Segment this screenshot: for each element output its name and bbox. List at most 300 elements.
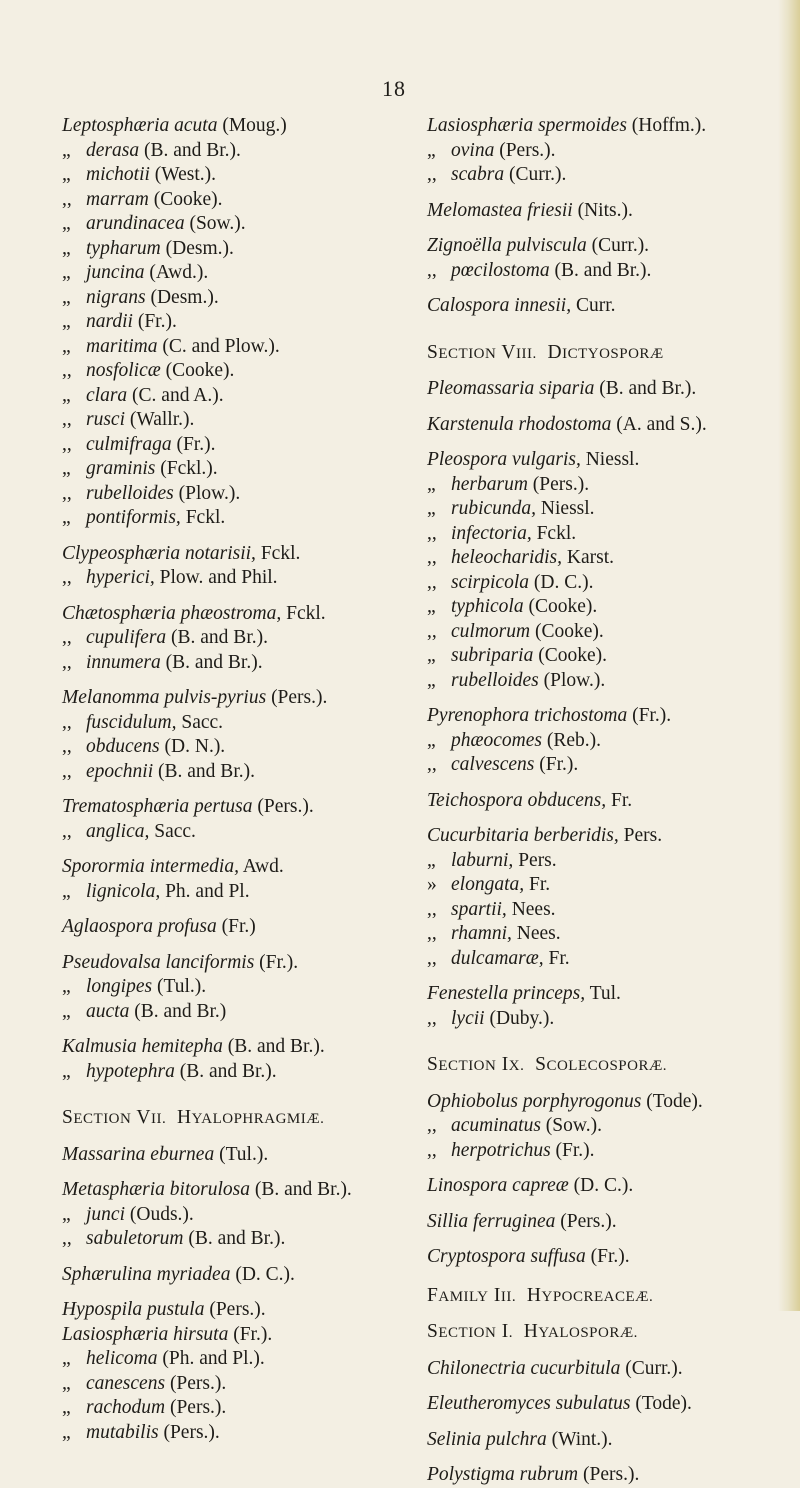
taxon-authority: (B. and Br.). [139, 139, 241, 161]
taxon-authority: (Fr.) [216, 916, 256, 937]
species-entry-sub [62, 1203, 407, 1228]
taxon-authority: Fr. [606, 789, 633, 811]
ditto-mark: ,, [427, 923, 437, 944]
taxon-name: Selinia pulchra [427, 1428, 547, 1450]
ditto-mark: » [427, 874, 437, 895]
family-heading [427, 1284, 787, 1310]
taxon-name: Eleutheromyces subulatus [427, 1393, 631, 1414]
ditto-mark: „ [62, 311, 71, 332]
taxon-name: Karstenula rhodostoma [427, 413, 612, 435]
species-entry-sub [427, 729, 787, 754]
genus-entry [427, 1428, 787, 1453]
species-entry-sub [62, 820, 407, 845]
taxon-name: dulcamaræ, [451, 947, 544, 969]
heading-label: SECTION IX. [427, 1054, 525, 1075]
species-entry-sub [62, 711, 407, 736]
taxon-name: rhamni, [451, 923, 512, 944]
ditto-mark: „ [62, 262, 71, 283]
genus-entry [427, 294, 787, 319]
species-entry-sub [62, 735, 407, 760]
taxon-name: culmorum [451, 620, 531, 642]
ditto-mark: ,, [427, 898, 437, 920]
species-entry-sub [62, 1227, 407, 1252]
taxon-name: arundinacea [86, 213, 185, 234]
ditto-mark: „ [62, 335, 71, 357]
taxon-authority: Fr. [524, 874, 551, 895]
taxon-name: Sphærulina myriadea [62, 1263, 231, 1285]
genus-entry [62, 1263, 407, 1288]
taxon-authority: (Pers.). [204, 1299, 266, 1320]
taxon-name: Pleospora vulgaris, [427, 449, 581, 470]
taxon-authority: Ph. and Pl. [160, 880, 250, 902]
section-heading [427, 1053, 787, 1079]
taxon-name: mutabilis [86, 1421, 159, 1443]
species-entry-sub [427, 669, 787, 694]
species-entry-sub [62, 139, 407, 164]
species-entry-sub [427, 849, 787, 874]
taxon-name: rachodum [86, 1397, 166, 1418]
taxon-name: hyperici, [86, 567, 155, 588]
left-column [62, 114, 407, 1445]
species-entry-sub [427, 1114, 787, 1139]
taxon-name: Pyrenophora trichostoma [427, 705, 628, 726]
taxon-authority: (Tul.). [152, 976, 207, 997]
taxon-authority: (Ouds.). [125, 1203, 194, 1225]
taxon-authority: (Ph. and Pl.). [157, 1348, 265, 1369]
ditto-mark: „ [62, 1203, 71, 1225]
ditto-mark: ,, [427, 947, 437, 969]
genus-entry [427, 789, 787, 814]
taxon-authority: (Cooke). [533, 645, 608, 666]
taxon-name: infectoria, [451, 522, 532, 544]
taxon-authority: (Duby.). [484, 1007, 555, 1029]
taxon-authority: (C. and Plow.). [157, 335, 280, 357]
taxon-authority: (B. and Br.). [549, 259, 652, 281]
ditto-mark: ,, [62, 409, 72, 430]
taxon-authority: (Cooke). [160, 360, 235, 381]
heading-title: SCOLECOSPORÆ. [535, 1054, 668, 1075]
heading-title: DICTYOSPORÆ [547, 341, 664, 363]
taxon-name: Fenestella princeps, [427, 983, 586, 1004]
heading-title: HYALOPHRAGMIÆ. [176, 1107, 325, 1128]
taxon-authority: (Pers.). [165, 1397, 227, 1418]
taxon-name: anglica, [86, 820, 150, 842]
species-entry-sub [62, 188, 407, 213]
taxon-name: Kalmusia hemitepha [62, 1036, 223, 1057]
ditto-mark: „ [427, 473, 436, 495]
taxon-authority: (Fr.). [228, 1323, 273, 1345]
section-heading [427, 1320, 787, 1346]
genus-entry [427, 1357, 787, 1382]
taxon-authority: (Pers.). [158, 1421, 220, 1443]
genus-entry [427, 1210, 787, 1235]
taxon-name: Calospora innesii, [427, 295, 572, 316]
taxon-name: rubelloides [86, 482, 174, 504]
taxon-name: rubicunda, [451, 498, 537, 519]
ditto-mark: „ [62, 976, 71, 997]
species-entry-sub [62, 457, 407, 482]
taxon-authority: Niessl. [580, 449, 640, 470]
genus-entry [62, 855, 407, 880]
taxon-name: innumera [86, 651, 161, 673]
genus-entry [62, 1143, 407, 1168]
taxon-name: graminis [86, 458, 156, 479]
taxon-name: clara [86, 384, 128, 406]
genus-entry [62, 686, 407, 711]
ditto-mark: ,, [62, 360, 72, 381]
genus-entry [427, 1174, 787, 1199]
taxon-authority: Fckl. [281, 602, 326, 624]
ditto-mark: ,, [62, 482, 72, 504]
ditto-mark: „ [427, 498, 436, 519]
taxon-authority: (C. and A.). [127, 384, 224, 406]
taxon-name: cupulifera [86, 627, 167, 648]
ditto-mark: ,, [427, 1007, 437, 1029]
taxon-authority: Niessl. [536, 498, 595, 519]
ditto-mark: ,, [62, 567, 72, 588]
taxon-name: obducens [86, 736, 160, 757]
taxon-authority: Tul. [585, 983, 621, 1004]
taxon-name: marram [86, 188, 149, 210]
taxon-name: culmifraga [86, 433, 172, 455]
taxon-name: nigrans [86, 286, 146, 308]
genus-entry [427, 982, 787, 1007]
taxon-name: longipes [86, 976, 153, 997]
taxon-authority: Fckl. [531, 522, 577, 544]
taxon-authority: (Fr.). [585, 1246, 630, 1267]
ditto-mark: „ [62, 237, 71, 259]
taxon-authority: (Plow.). [173, 482, 241, 504]
ditto-mark: „ [427, 669, 436, 691]
right-column [427, 114, 787, 1488]
taxon-name: Sillia ferruginea [427, 1210, 556, 1232]
taxon-authority: (B. and Br.). [183, 1228, 286, 1249]
ditto-mark: ,, [427, 164, 437, 185]
taxon-authority: Pers. [513, 849, 557, 871]
taxon-name: scabra [451, 164, 505, 185]
ditto-mark: ,, [62, 711, 72, 733]
taxon-name: Lasiosphæria hirsuta [62, 1323, 229, 1345]
taxon-authority: (Sow.). [184, 213, 246, 234]
genus-entry [427, 199, 787, 224]
taxon-name: rusci [86, 409, 125, 430]
ditto-mark: ,, [427, 571, 437, 593]
taxon-authority: Sacc. [149, 820, 196, 842]
taxon-name: Teichospora obducens, [427, 789, 607, 811]
species-entry-sub [62, 880, 407, 905]
taxon-authority: (D. N.). [159, 736, 226, 757]
species-entry-sub [62, 384, 407, 409]
taxon-authority: (D. C.). [230, 1263, 295, 1285]
taxon-name: michotii [86, 164, 150, 185]
taxon-authority: Nees. [506, 898, 556, 920]
taxon-authority: Curr. [571, 295, 616, 316]
genus-entry [427, 704, 787, 729]
species-entry-sub [427, 753, 787, 778]
taxon-name: Aglaospora profusa [62, 916, 217, 937]
taxon-name: herbarum [451, 473, 528, 495]
taxon-name: helicoma [86, 1348, 158, 1369]
taxon-authority: (A. and S.). [611, 413, 707, 435]
species-entry-sub [62, 408, 407, 433]
ditto-mark: „ [62, 458, 71, 479]
ditto-mark: ,, [62, 760, 72, 782]
taxon-name: canescens [86, 1372, 166, 1394]
genus-entry [62, 602, 407, 627]
ditto-mark: „ [62, 139, 71, 161]
ditto-mark: ,, [62, 1228, 72, 1249]
species-entry-sub [62, 626, 407, 651]
taxon-authority: (Nits.). [572, 199, 633, 221]
taxon-authority: (B. and Br.). [174, 1060, 277, 1082]
taxon-authority: (Pers.). [252, 796, 314, 817]
taxon-authority: Awd. [238, 856, 284, 877]
page-number: 18 [382, 76, 406, 101]
taxon-name: Massarina eburnea [62, 1143, 215, 1165]
species-entry-sub [427, 898, 787, 923]
species-entry-sub [62, 1000, 407, 1025]
species-entry-sub [427, 873, 787, 898]
ditto-mark: ,, [62, 820, 72, 842]
ditto-mark: „ [427, 849, 436, 871]
species-entry-sub [427, 546, 787, 571]
taxon-authority: Sacc. [176, 711, 224, 733]
taxon-authority: (Awd.). [144, 262, 209, 283]
taxon-authority: (B. and Br.). [153, 760, 255, 782]
taxon-authority: (Plow.). [538, 669, 606, 691]
taxon-name: lignicola, [86, 880, 161, 902]
genus-entry [62, 951, 407, 976]
species-entry-sub [427, 259, 787, 284]
taxon-name: ovina [451, 139, 495, 161]
genus-entry [62, 1323, 407, 1348]
genus-entry [427, 1392, 787, 1417]
taxon-authority: (B. and Br.) [129, 1000, 227, 1022]
section-heading [62, 1106, 407, 1132]
heading-label: FAMILY III. [427, 1284, 517, 1306]
taxon-name: pontiformis, [86, 507, 181, 528]
taxon-name: laburni, [451, 849, 514, 871]
taxon-authority: Karst. [562, 547, 615, 568]
ditto-mark: „ [427, 729, 436, 751]
taxon-authority: (Moug.) [217, 115, 287, 136]
taxon-authority: (Tode). [641, 1090, 703, 1112]
taxon-authority: (Pers.). [165, 1372, 227, 1394]
genus-entry [62, 795, 407, 820]
genus-entry [427, 824, 787, 849]
species-entry-sub [427, 620, 787, 645]
heading-label: SECTION I. [427, 1321, 513, 1342]
taxon-name: Cryptospora suffusa [427, 1246, 586, 1267]
taxon-name: Chætosphæria phæostroma, [62, 602, 282, 624]
taxon-name: subriparia [451, 645, 534, 666]
ditto-mark: ,, [427, 259, 437, 281]
taxon-name: phæocomes [451, 729, 542, 751]
species-entry-sub [427, 644, 787, 669]
taxon-authority: (Reb.). [542, 729, 602, 751]
taxon-authority: (Fckl.). [155, 458, 218, 479]
taxon-authority: (Fr.). [534, 754, 579, 775]
taxon-name: Metasphæria bitorulosa [62, 1179, 250, 1200]
heading-label: SECTION VIII. [427, 341, 537, 363]
taxon-name: aucta [86, 1000, 130, 1022]
ditto-mark: ,, [427, 1139, 437, 1161]
ditto-mark: „ [62, 1000, 71, 1022]
taxon-name: Chilonectria cucurbitula [427, 1357, 621, 1379]
taxon-name: nosfolicæ [86, 360, 161, 381]
taxon-name: Sporormia intermedia, [62, 856, 239, 877]
ditto-mark: ,, [427, 1115, 437, 1136]
ditto-mark: ,, [62, 188, 72, 210]
ditto-mark: „ [62, 1060, 71, 1082]
species-entry-sub [427, 139, 787, 164]
taxon-authority: (B. and Br.). [166, 627, 268, 648]
ditto-mark: „ [427, 596, 436, 617]
heading-title: HYPOCREACEÆ. [526, 1284, 654, 1306]
taxon-name: elongata, [451, 874, 525, 895]
taxon-name: scirpicola [451, 571, 529, 593]
taxon-name: spartii, [451, 898, 507, 920]
taxon-authority: (Cooke). [523, 596, 598, 617]
taxon-authority: (Tul.). [214, 1143, 269, 1165]
taxon-authority: (Pers.). [555, 1210, 617, 1232]
ditto-mark: „ [62, 164, 71, 185]
ditto-mark: ,, [62, 651, 72, 673]
species-entry-sub [62, 310, 407, 335]
species-entry-sub [62, 261, 407, 286]
taxon-name: nardii [86, 311, 133, 332]
genus-entry [427, 413, 787, 438]
species-entry-sub [427, 473, 787, 498]
ditto-mark: ,, [427, 620, 437, 642]
taxon-authority: (Curr.). [586, 235, 650, 256]
taxon-name: Clypeosphæria notarisii, [62, 542, 256, 564]
ditto-mark: ,, [62, 433, 72, 455]
taxon-name: hypotephra [86, 1060, 175, 1082]
taxon-authority: (Pers.). [527, 473, 590, 495]
ditto-mark: „ [62, 213, 71, 234]
taxon-authority: (B. and Br.). [249, 1179, 352, 1200]
ditto-mark: „ [62, 880, 71, 902]
ditto-mark: „ [62, 384, 71, 406]
species-entry-sub [427, 571, 787, 596]
ditto-mark: ,, [427, 522, 437, 544]
genus-entry [427, 377, 787, 402]
taxon-authority: (Wallr.). [125, 409, 195, 430]
genus-entry [427, 114, 787, 139]
taxon-name: fuscidulum, [86, 711, 177, 733]
taxon-authority: Plow. and Phil. [154, 567, 278, 588]
taxon-name: derasa [86, 139, 140, 161]
taxon-authority: Fckl. [180, 507, 226, 528]
taxon-name: heleocharidis, [451, 547, 563, 568]
taxon-name: acuminatus [451, 1115, 541, 1136]
taxon-name: pœcilostoma [451, 259, 550, 281]
ditto-mark: „ [62, 507, 71, 528]
taxon-authority: (Sow.). [540, 1115, 602, 1136]
taxon-authority: Nees. [511, 923, 561, 944]
species-entry-sub [62, 760, 407, 785]
genus-entry [427, 448, 787, 473]
taxon-authority: (D. C.). [529, 571, 594, 593]
species-entry-sub [62, 566, 407, 591]
genus-entry [427, 234, 787, 259]
taxon-authority: (Fr.). [627, 705, 672, 726]
taxon-name: sabuletorum [86, 1228, 184, 1249]
taxon-authority: (Desm.). [160, 237, 234, 259]
taxon-authority: (D. C.). [568, 1175, 634, 1196]
species-entry-sub [62, 651, 407, 676]
species-entry-sub [62, 212, 407, 237]
genus-entry [427, 1090, 787, 1115]
taxon-name: Melomastea friesii [427, 199, 573, 221]
species-entry-sub [62, 433, 407, 458]
ditto-mark: ,, [427, 547, 437, 568]
taxon-name: typharum [86, 237, 161, 259]
taxon-name: Pleomassaria siparia [427, 378, 595, 399]
taxon-authority: (Pers.). [578, 1464, 640, 1485]
genus-entry [62, 1298, 407, 1323]
taxon-name: Lasiosphæria spermoides [427, 115, 627, 136]
species-entry-sub [62, 286, 407, 311]
taxon-name: herpotrichus [451, 1139, 551, 1161]
species-entry-sub [427, 522, 787, 547]
section-heading [427, 341, 787, 367]
taxon-authority: (Curr.). [620, 1357, 683, 1379]
ditto-mark: „ [427, 139, 436, 161]
heading-title: HYALOSPORÆ. [523, 1321, 638, 1342]
taxon-authority: (Curr.). [504, 164, 567, 185]
ditto-mark: „ [62, 1397, 71, 1418]
species-entry-sub [427, 595, 787, 620]
species-entry-sub [62, 1421, 407, 1446]
species-entry-sub [427, 1139, 787, 1164]
taxon-name: Linospora capreæ [427, 1175, 569, 1196]
genus-entry [62, 1035, 407, 1060]
taxon-name: typhicola [451, 596, 524, 617]
taxon-authority: (B. and Br.). [160, 651, 263, 673]
genus-entry [62, 114, 407, 139]
taxon-authority: (Wint.). [546, 1428, 613, 1450]
species-entry-sub [62, 335, 407, 360]
taxon-authority: (Desm.). [145, 286, 219, 308]
ditto-mark: „ [427, 645, 436, 666]
taxon-name: Melanomma pulvis-pyrius [62, 687, 267, 708]
taxon-authority: (B. and Br.). [594, 378, 697, 399]
ditto-mark: ,, [62, 736, 72, 757]
taxon-authority: (Hoffm.). [626, 115, 707, 136]
taxon-authority: Pers. [618, 825, 663, 846]
taxon-name: rubelloides [451, 669, 539, 691]
taxon-authority: (Cooke). [530, 620, 604, 642]
ditto-mark: „ [62, 1372, 71, 1394]
genus-entry [62, 542, 407, 567]
taxon-authority: (Cooke). [148, 188, 223, 210]
species-entry-sub [62, 1060, 407, 1085]
taxon-authority: (Fr.). [550, 1139, 595, 1161]
taxon-name: calvescens [451, 754, 535, 775]
species-entry-sub [62, 1396, 407, 1421]
taxon-name: Cucurbitaria berberidis, [427, 825, 619, 846]
taxon-name: Trematosphæria pertusa [62, 796, 253, 817]
species-entry-sub [427, 497, 787, 522]
species-entry-sub [427, 163, 787, 188]
taxon-name: juncina [86, 262, 145, 283]
species-entry-sub [62, 359, 407, 384]
species-entry-sub [427, 922, 787, 947]
taxon-name: Hypospila pustula [62, 1299, 205, 1320]
taxon-authority: (Tode). [630, 1393, 692, 1414]
